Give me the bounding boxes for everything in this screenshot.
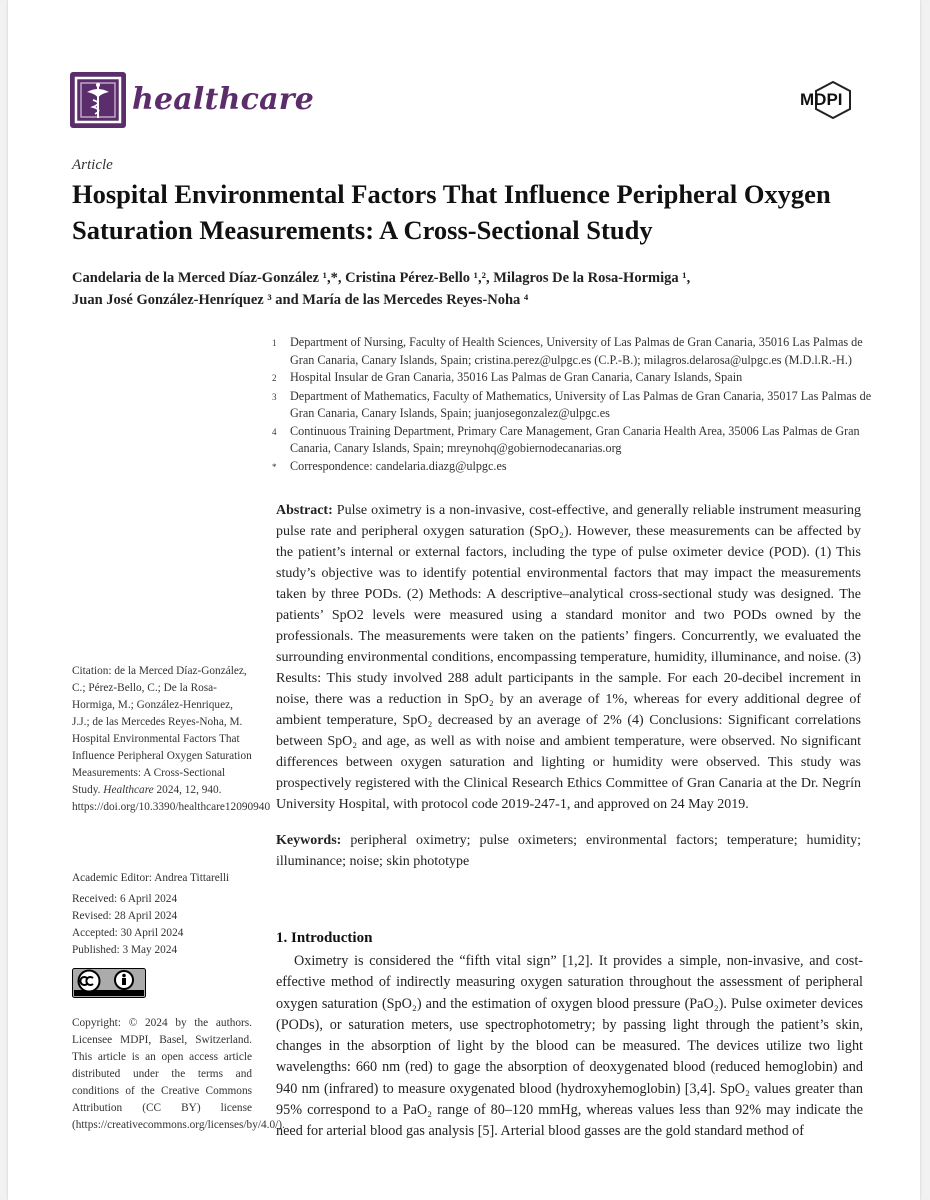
keywords <box>276 830 861 872</box>
affiliations <box>272 334 872 476</box>
affiliation-text: Department of Nursing, Faculty of Health Sciences, University of Las Palmas de Gran Canaria, 35016 Las Palmas de Gran Canaria, Canary Islands, Spain; cristina.perez@ulpgc.es (C.P.-B.); milagros.delarosa@ulpgc.es (M.D.l.R.-H.) <box>290 335 863 367</box>
keywords-label: Keywords: <box>276 833 342 848</box>
affiliation-number: * <box>272 461 277 472</box>
affiliation-number: 4 <box>272 426 277 437</box>
author-line: Candelaria de la Merced Díaz-González ¹,*, Cristina Pérez-Bello ¹,², Milagros De la Rosa-Hormiga ¹, <box>72 270 691 286</box>
affiliation-item <box>272 388 872 423</box>
affiliation-number: 3 <box>272 391 277 402</box>
keywords-text: peripheral oximetry; pulse oximeters; environmental factors; temperature; humidity; illuminance; noise; skin phototype <box>276 833 862 869</box>
abstract-text: Pulse oximetry is a non-invasive, cost-effective, and generally reliable instrument measuring pulse rate and peripheral oxygen saturation (SpO₂). However, these measurements can be affected by the patient’s internal or external factors, including the type of pulse oximeter device (POD). (1) This study’s objective was to identify potential environmental factors that may impact the measurements taken by three PODs. (2) Methods: A descriptive–analytical cross-sectional study was designed. The patients’ SpO2 levels were measured using a standard monitor and two PODs owned by the professionals. The measurements were taken on the patients’ fingers. Concurrently, we evaluated the surrounding environmental conditions, encompassing temperature, humidity, illuminance, and noise. (3) Results: This study involved 288 adult participants in the sample. For each 20-decibel increment in noise, there was a reduction in SpO₂ by an average of 1%, whereas for every additional degree of ambient temperature, SpO₂ decreased by an average of 2% (4) Conclusions: Significant correlations between SpO₂ and age, as well as with noise and ambient temperature, were observed. No significant differences between oxygen saturation and lighting or humidity were observed. This study was prospectively registered with the Clinical Research Ethics Committee of Gran Canaria at the Dr. Negrín University Hospital, with protocol code 2019-247-1, and approved on 24 May 2019. <box>276 503 861 812</box>
journal-name: healthcare <box>132 82 314 117</box>
publisher-name: MDPI <box>800 90 843 109</box>
healthcare-logo-icon <box>70 72 126 128</box>
cc-by-license-icon[interactable] <box>72 968 146 998</box>
correspondence-item <box>272 458 872 477</box>
article-title: Hospital Environmental Factors That Influence Peripheral Oxygen Saturation Measurements: A Cross-Sectional Study <box>72 179 831 245</box>
affiliation-number: 1 <box>272 338 277 348</box>
affiliation-item <box>272 369 872 388</box>
section-heading: 1. Introduction <box>276 930 373 946</box>
publication-dates <box>72 891 252 959</box>
affiliation-item <box>272 423 872 458</box>
paper-page <box>8 0 920 1200</box>
affiliation-text: Department of Mathematics, Faculty of Mathematics, University of Las Palmas de Gran Canaria, 35017 Las Palmas de Gran Canaria, Canary Islands, Spain; juanjosegonzalez@ulpgc.es <box>290 388 872 420</box>
introduction-text: Oximetry is considered the “fifth vital sign” [1,2]. It provides a simple, non-invasive, and cost-effective method of indirectly measuring oxygen saturation throughout the assessment of peripheral oxygen saturation (SpO₂) and the estimation of oxygen blood pressure (PaO₂). Pulse oximeter devices (PODs), or saturation meters, use spectrophotometry; by passing light through the patient’s skin, changes in the absorption of light by the blood can be measured. The devices utilize two light wavelengths: 660 nm (red) to gage the absorption of deoxygenated blood (reduced hemoglobin) and 940 nm (infrared) to measure oxygenated blood (hydroxyhemoglobin) [3,4]. SpO₂ values greater than 95% correspond to a PaO₂ range of 80–120 mmHg, whereas values less than 92% may indicate the need for arterial blood gas analysis [5]. Arterial blood gasses are the gold standard method of <box>276 953 863 1140</box>
revised-date: Revised: 28 April 2024 <box>72 910 178 922</box>
abstract <box>276 500 861 815</box>
citation <box>72 663 271 816</box>
affiliation-text: Hospital Insular de Gran Canaria, 35016 Las Palmas de Gran Canaria, Canary Islands, Spain <box>290 370 743 384</box>
article-type: Article <box>72 157 113 173</box>
academic-editor: Academic Editor: Andrea Tittarelli <box>72 872 230 884</box>
author-line: Juan José González-Henríquez ³ and María de las Mercedes Reyes-Noha ⁴ <box>72 292 529 308</box>
received-date: Received: 6 April 2024 <box>72 893 178 905</box>
citation-text: Citation: de la Merced Díaz-González, C.; Pérez-Bello, C.; De la Rosa-Hormiga, M.; González-Henriquez, J.J.; de las Mercedes Reyes-Noha, M. Hospital Environmental Factors That Influence Peripheral Oxygen Saturation Measurements: A Cross-Sectional Study. <box>72 665 252 796</box>
citation-journal: Healthcare <box>103 784 154 796</box>
abstract-label: Abstract: <box>276 503 333 518</box>
citation-doi[interactable]: 2024, 12, 940. https://doi.org/10.3390/healthcare12090940 <box>72 784 271 813</box>
affiliation-item <box>272 334 872 369</box>
accepted-date: Accepted: 30 April 2024 <box>72 927 184 939</box>
affiliation-number: 2 <box>272 373 277 383</box>
correspondence-text: Correspondence: candelaria.diazg@ulpgc.es <box>290 458 507 473</box>
affiliation-text: Continuous Training Department, Primary Care Management, Gran Canaria Health Area, 35006 Las Palmas de Gran Canaria, Canary Islands, Spain; mreynohq@gobiernodecanarias.org <box>290 423 860 455</box>
copyright-notice: Copyright: © 2024 by the authors. Licensee MDPI, Basel, Switzerland. This article is an open access article distributed under the terms and conditions of the Creative Commons Attribution (CC BY) license (https://creativecommons.org/licenses/by/4.0/). <box>72 1017 285 1131</box>
author-list <box>72 267 862 311</box>
published-date: Published: 3 May 2024 <box>72 944 178 956</box>
